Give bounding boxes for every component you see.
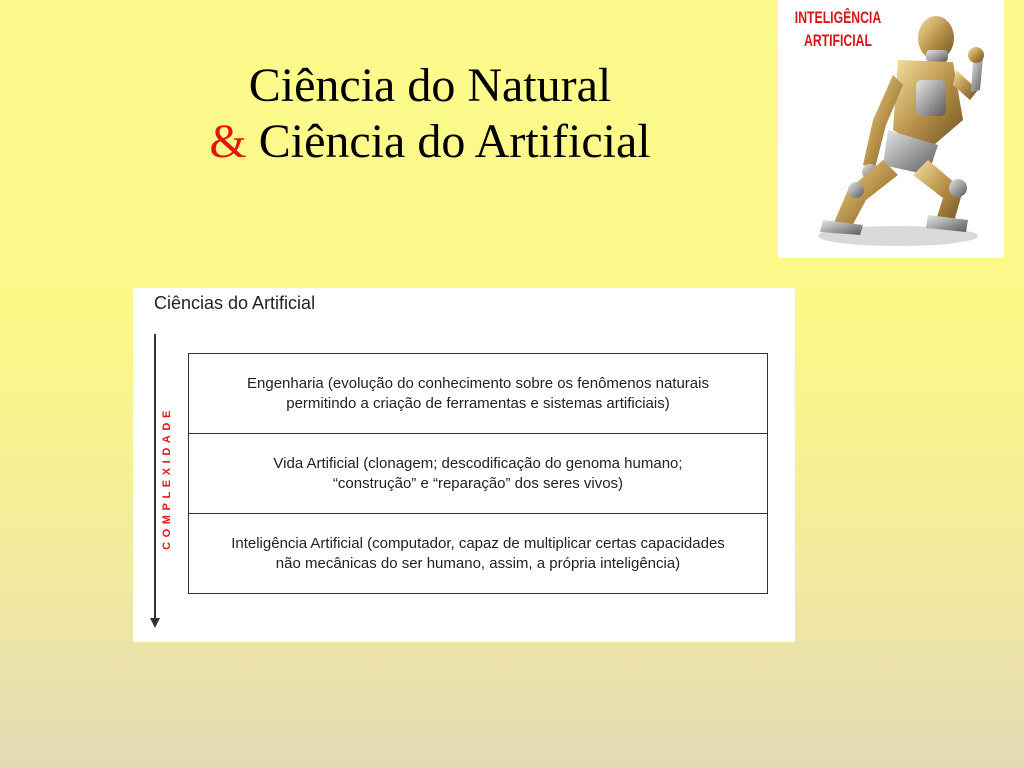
row-text-line-2: “construção” e “reparação” dos seres vivos) xyxy=(332,474,624,492)
title-line-2-text: Ciência do Artificial xyxy=(258,115,651,168)
row-text-line-1: Engenharia (evolução do conhecimento sobre os fenômenos naturais xyxy=(247,374,709,392)
science-levels-table xyxy=(188,353,768,594)
level-row-engineering xyxy=(189,354,767,434)
robot-image xyxy=(778,0,1004,258)
title-line-2 xyxy=(130,114,730,170)
complexity-axis-line xyxy=(154,334,156,622)
diagram-heading: Ciências do Artificial xyxy=(154,293,316,313)
level-row-artificial-intelligence xyxy=(189,514,767,593)
row-text-line-2: não mecânicas do ser humano, assim, a própria inteligência) xyxy=(275,554,681,572)
robot-caption xyxy=(784,6,892,52)
row-text-line-2: permitindo a criação de ferramentas e sistemas artificiais) xyxy=(286,394,670,412)
level-row-artificial-life xyxy=(189,434,767,514)
robot-caption-line-1: INTELIGÊNCIA xyxy=(794,8,882,27)
arrow-down-icon xyxy=(150,618,160,628)
row-text-line-1: Inteligência Artificial (computador, capaz de multiplicar certas capacidades xyxy=(231,534,725,552)
title-line-1: Ciência do Natural xyxy=(248,59,612,112)
complexity-axis-label: COMPLEXIDADE xyxy=(161,406,173,550)
robot-caption-line-2: ARTIFICIAL xyxy=(804,31,872,50)
slide-title xyxy=(130,58,730,170)
complexity-diagram xyxy=(133,288,795,642)
row-text-line-1: Vida Artificial (clonagem; descodificação do genoma humano; xyxy=(273,454,683,472)
title-ampersand: & xyxy=(209,115,247,168)
